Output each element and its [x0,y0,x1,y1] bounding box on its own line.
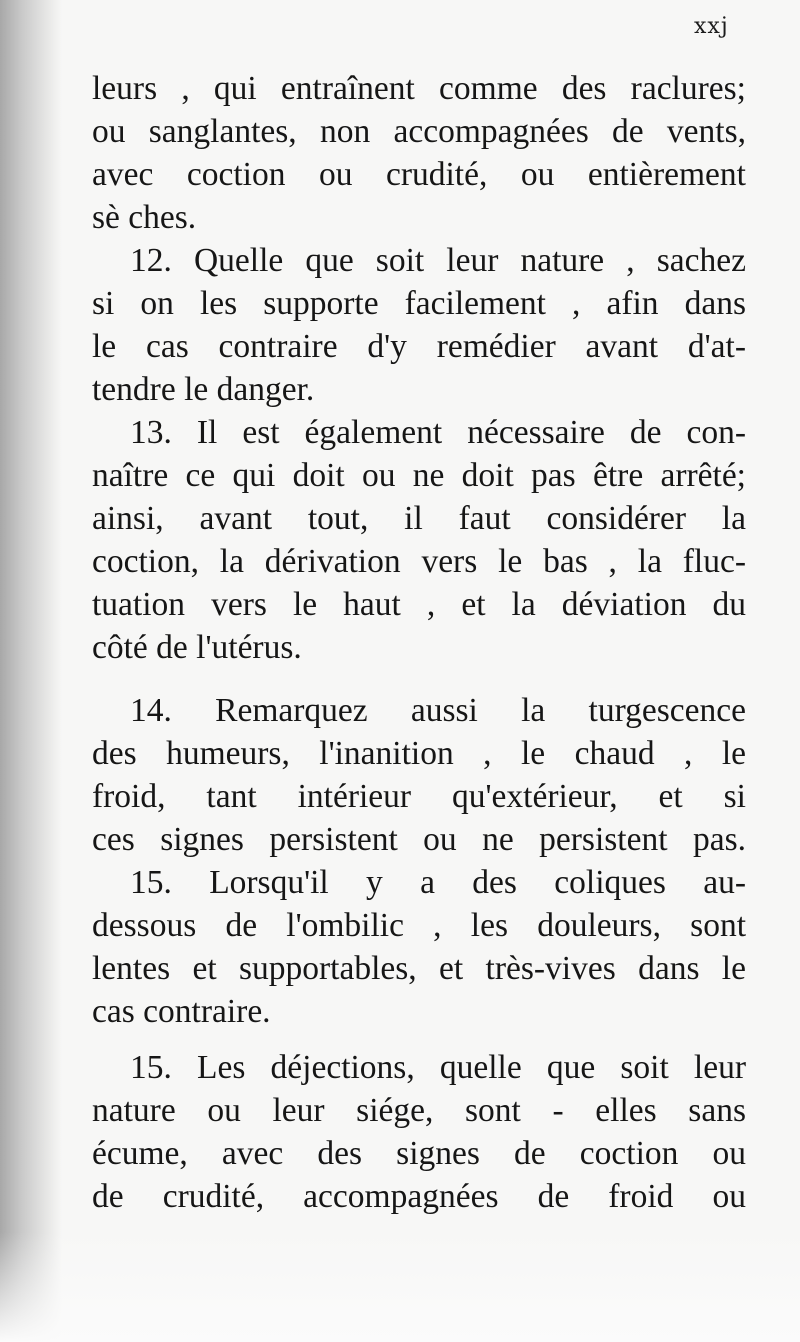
page-bottom-margin [0,1232,800,1342]
text-line: naître ce qui doit ou ne doit pas être arrêté; [92,457,746,494]
paragraph-15-first-line: 15. Lorsqu'il y a des coliques au- [130,864,746,901]
text-line: écume, avec des signes de coction ou [92,1135,746,1172]
text-line: des humeurs, l'inanition , le chaud , le [92,735,746,772]
text-line: tuation vers le haut , et la déviation du [92,586,746,623]
paragraph-16-first-line: 15. Les déjections, quelle que soit leur [130,1049,746,1086]
paragraph-13-first-line: 13. Il est également nécessaire de con- [130,414,746,451]
text-line: côté de l'utérus. [92,629,302,666]
text-line: si on les supporte facilement , afin dans [92,285,746,322]
text-line: lentes et supportables, et très-vives dans le [92,950,746,987]
text-line: sè ches. [92,199,197,236]
paragraph-14-first-line: 14. Remarquez aussi la turgescence [130,692,746,729]
gutter-shadow [0,0,62,1342]
page-number: xxj [694,14,729,39]
text-line: cas contraire. [92,993,271,1030]
text-line: dessous de l'ombilic , les douleurs, sont [92,907,746,944]
text-line: ces signes persistent ou ne persistent pas. [92,821,746,858]
text-line: froid, tant intérieur qu'extérieur, et si [92,778,746,815]
text-line: le cas contraire d'y remédier avant d'at- [92,328,746,365]
text-line: avec coction ou crudité, ou entièrement [92,156,746,193]
text-line: ainsi, avant tout, il faut considérer la [92,500,746,537]
text-line: nature ou leur siége, sont - elles sans [92,1092,746,1129]
text-line: ou sanglantes, non accompagnées de vents, [92,113,746,150]
text-line: leurs , qui entraînent comme des raclures; [92,70,746,107]
text-line: tendre le danger. [92,371,315,408]
text-line: de crudité, accompagnées de froid ou [92,1178,746,1215]
paragraph-12-first-line: 12. Quelle que soit leur nature , sachez [130,242,746,279]
text-line: coction, la dérivation vers le bas , la fluc- [92,543,746,580]
